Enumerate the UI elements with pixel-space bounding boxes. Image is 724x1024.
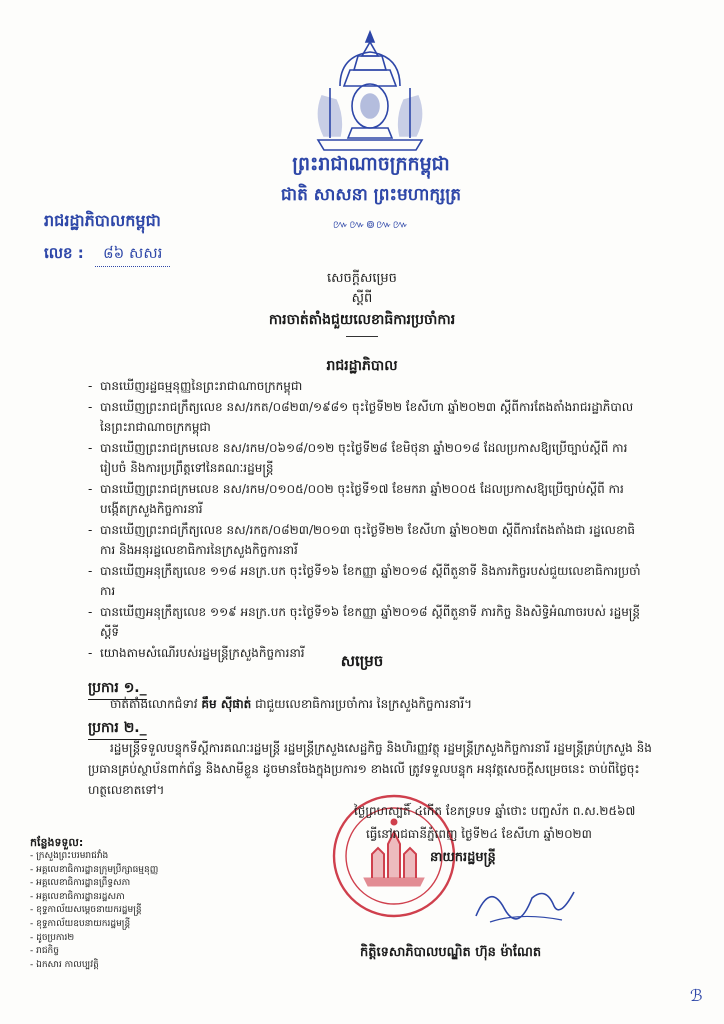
issuer-heading: រាជរដ្ឋាភិបាល [326,358,398,374]
recital-item: - បានឃើញព្រះរាជក្រឹត្យលេខ នស/រកត/០៨២៣/២០១៣ ចុះថ្ងៃទី២២ ខែសីហា ឆ្នាំ២០២៣ ស្តីពីការតែងតាំងជា រដ្ឋលេខាធិការ និងអនុរដ្ឋលេខាធិការនៃក្រសួងកិច្ចការនារី [88,520,648,560]
recipient-item: - ដូចប្រការ២ [30,932,158,946]
ornament-divider: ៚៚៙៚៚ [332,218,410,231]
article-2-text: រដ្ឋមន្ត្រីទទួលបន្ទុកទីស្តីការគណៈរដ្ឋមន្ត្រី រដ្ឋមន្ត្រីក្រសួងសេដ្ឋកិច្ច និងហិរញ្ញវត្ថុ រដ្ឋមន្ត្រីក្រសួងកិច្ចការនារី រដ្ឋមន្ត្រីគ្រប់ក្រសួង និងប្រធានគ្រប់ស្ថាប័នពាក់ព័ន្ធ និងសាមីខ្លួន ដូចមានចែងក្នុងប្រការ១ ខាងលើ ត្រូវទទួលបន្ទុក អនុវត្តសេចក្តីសម្រេចនេះ ចាប់ពីថ្ងៃចុះហត្ថលេខាតទៅ។ [88,741,652,797]
recipient-item: - ឯកសារ កាលប្បវត្តិ [30,959,158,973]
document-number-label: លេខ : [44,244,84,262]
corner-initial-mark: ℬ [690,986,703,1005]
article-1-text [110,696,650,714]
national-motto: ជាតិ សាសនា ព្រះមហាក្សត្រ [280,185,462,205]
article-2-heading [88,718,147,740]
recitals-list [88,376,648,664]
document-subject: ការចាត់តាំងជួយលេខាធិការប្រចាំការ [268,312,456,328]
recital-item: - បានឃើញព្រះរាជក្រមលេខ នស/រកម/០៦១៨/០១២ ចុះថ្ងៃទី២៨ ខែមិថុនា ឆ្នាំ២០១៨ ដែលប្រកាសឱ្យប្រើច្បាប់ស្តីពី ការរៀបចំ និងការប្រព្រឹត្តទៅនៃគណៈរដ្ឋមន្ត្រី [88,438,648,478]
appointee-name: គឹម ស៊ីផាត់ [201,697,252,711]
recipient-item: - អគ្គលេខាធិការដ្ឋានក្រុមប្រឹក្សាធម្មនុញ្ញ [30,864,158,878]
kingdom-title: ព្រះរាជាណាចក្រកម្ពុជា [292,153,450,175]
signature-mark [470,872,580,932]
recital-item: - បានឃើញអនុក្រឹត្យលេខ ១១៨ អនក្រ.បក ចុះថ្ងៃទី១៦ ខែកញ្ញា ឆ្នាំ២០១៨ ស្តីពីតួនាទី និងភារកិច្ចរបស់ជួយលេខាធិការប្រចាំការ [88,561,648,601]
recital-item: - យោងតាមសំណើរបស់រដ្ឋមន្ត្រីក្រសួងកិច្ចការនារី [88,643,648,663]
issuing-body-name: រាជរដ្ឋាភិបាលកម្ពុជា [44,211,161,230]
solar-date: ធ្វើនៅរាជធានីភ្នំពេញ ថ្ងៃទី២៤ ខែសីហា ឆ្នាំ២០២៣ [366,827,592,841]
recipient-item: - រាជកិច្ច [30,945,158,959]
recital-item: - បានឃើញអនុក្រឹត្យលេខ ១១៩ អនក្រ.បក ចុះថ្ងៃទី១៦ ខែកញ្ញា ឆ្នាំ២០១៨ ស្តីពីតួនាទី ភារកិច្ច និងសិទ្ធិអំណាចរបស់ រដ្ឋមន្ត្រីស្តីទី [88,602,648,642]
recipient-item: - ខុទ្ទកាល័យឧបនាយករដ្ឋមន្ត្រី [30,918,158,932]
article-1-label: ប្រការ ១._ [88,678,147,700]
recipients-list [30,850,158,972]
recipients-heading: កន្លែងទទួល: [30,836,84,849]
document-about: ស្តីពី [351,291,373,306]
lunar-date: ថ្ងៃព្រហស្បតិ៍ ៤កើត ខែភទ្របទ ឆ្នាំថោះ បញ្ចស័ក ព.ស.២៥៦៧ [354,804,636,818]
royal-coat-of-arms-emblem [300,26,440,156]
article-1-text-before: ចាត់តាំងលោកជំទាវ [110,697,202,711]
document-type: សេចក្តីសម្រេច [327,271,397,286]
document-number [44,244,170,267]
recipient-item: - ខុទ្ទកាល័យសម្តេចនាយករដ្ឋមន្ត្រី [30,904,158,918]
article-2-label: ប្រការ ២._ [88,718,147,740]
recipient-item: - អគ្គលេខាធិការដ្ឋានព្រឹទ្ធសភា [30,877,158,891]
recipient-item: - ក្រសួងព្រះបរមរាជវាំង [30,850,158,864]
recital-item: - បានឃើញព្រះរាជក្រមលេខ នស/រកម/០១០៥/០០២ ចុះថ្ងៃទី១៧ ខែមករា ឆ្នាំ២០០៥ ដែលប្រកាសឱ្យប្រើច្បាប់ស្តីពី ការបង្កើតក្រសួងកិច្ចការនារី [88,479,648,519]
decision-heading: សម្រេច [340,652,384,670]
recital-item: - បានឃើញព្រះរាជក្រឹត្យលេខ នស/រកត/០៨២៣/១៩៨១ ចុះថ្ងៃទី២២ ខែសីហា ឆ្នាំ២០២៣ ស្តីពីការតែងតាំងរាជរដ្ឋាភិបាល នៃព្រះរាជាណាចក្រកម្ពុជា [88,397,648,437]
recital-item: - បានឃើញរដ្ឋធម្មនុញ្ញនៃព្រះរាជាណាចក្រកម្ពុជា [88,376,648,396]
signer-title: នាយករដ្ឋមន្ត្រី [430,850,496,865]
document-number-value: ៨៦ សសរ [95,244,170,267]
recipient-item: - អគ្គលេខាធិការដ្ឋានរដ្ឋសភា [30,891,158,905]
signer-name: កិត្តិទេសាភិបាលបណ្ឌិត ហ៊ុន ម៉ាណែត [360,945,542,960]
article-1-text-after: ជាជួយលេខាធិការប្រចាំការ នៃក្រសួងកិច្ចការនារី។ [251,697,473,711]
title-divider [346,336,378,337]
